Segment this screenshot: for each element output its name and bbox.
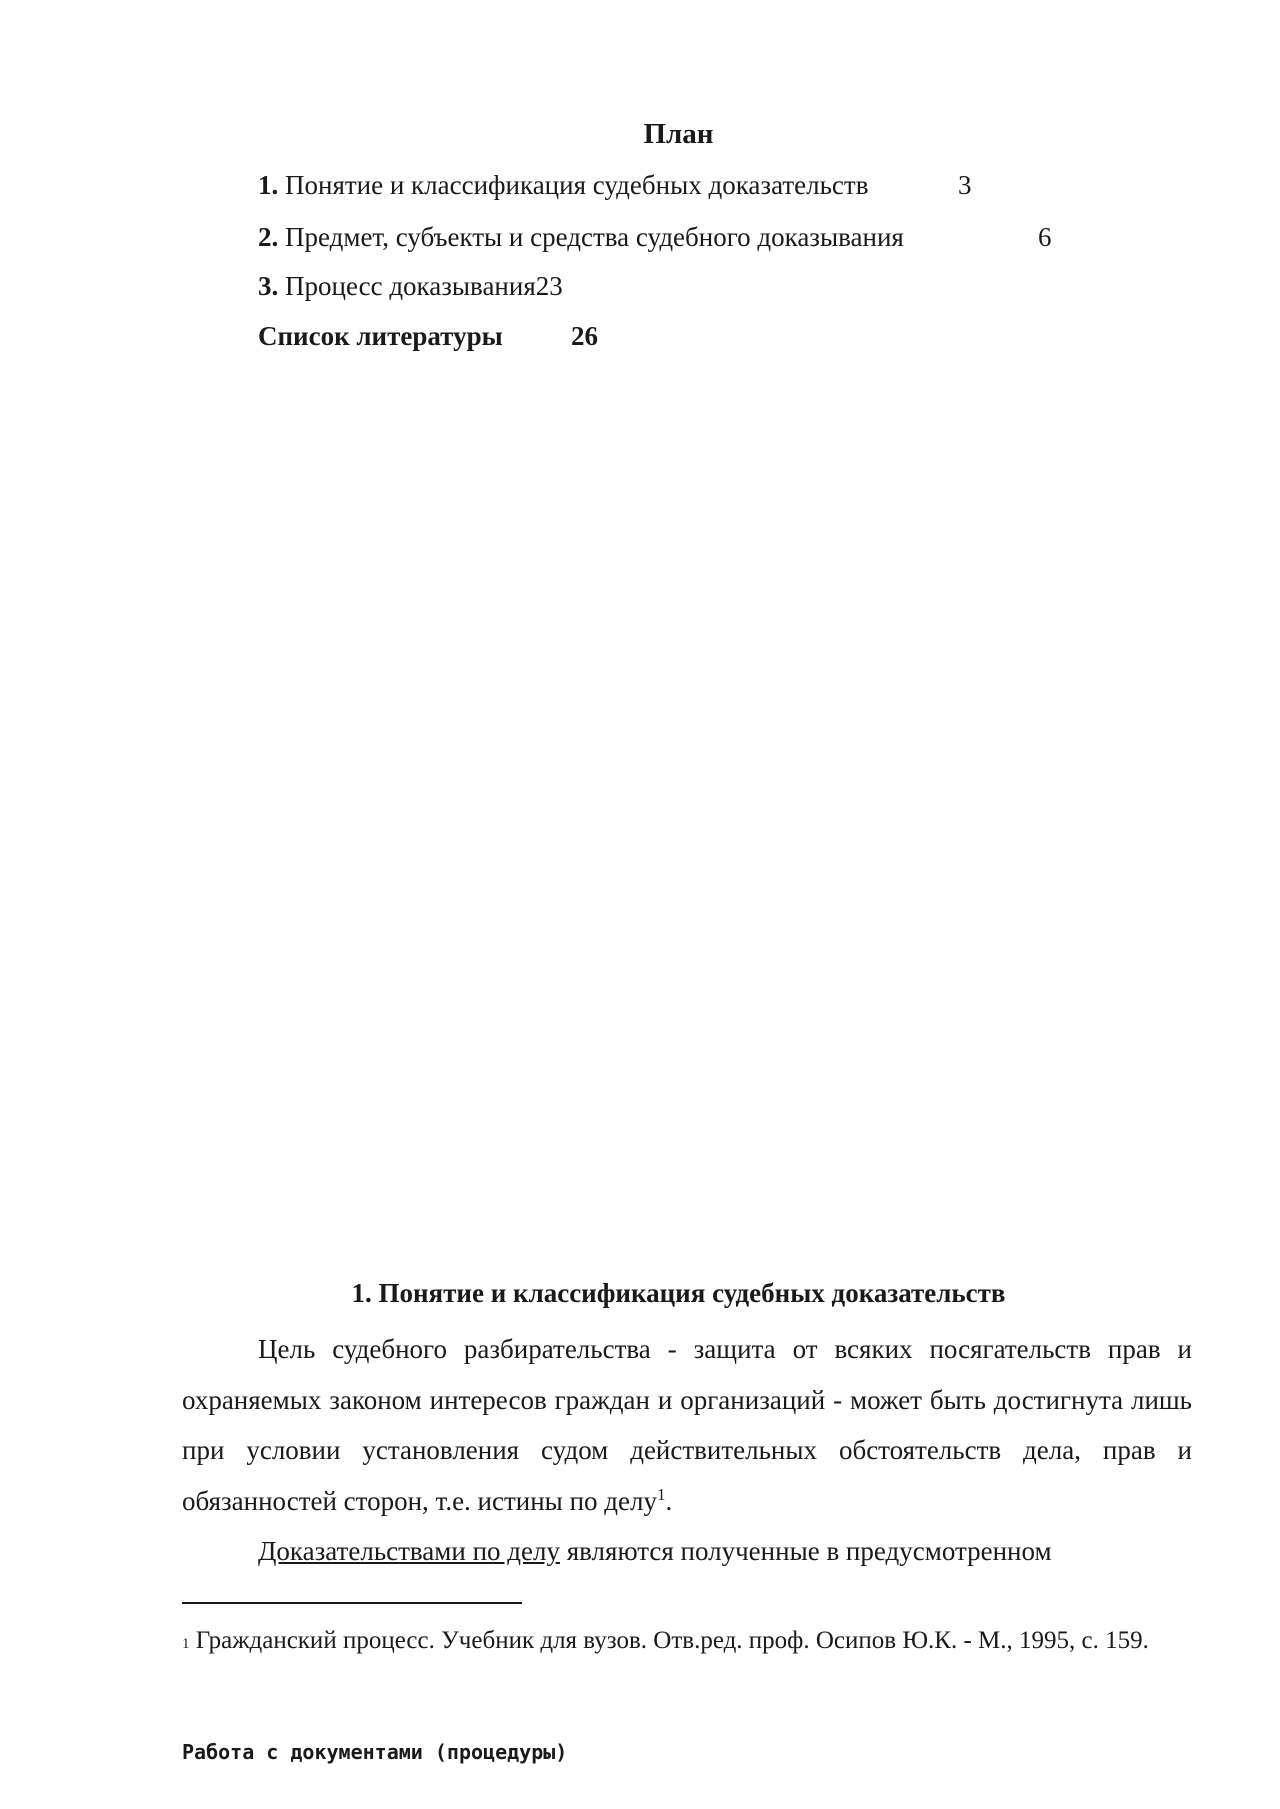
footnote [182, 1622, 1192, 1659]
toc-item-2 [258, 222, 1052, 253]
section-title: 1. Понятие и классификация судебных доказательств [351, 1278, 1006, 1308]
underlined-term: Доказательствами по делу [258, 1536, 560, 1566]
toc-item-bibliography [258, 321, 598, 352]
paragraph-2 [182, 1526, 1192, 1577]
toc-item-text: Процесс доказывания [285, 271, 536, 301]
toc-item-page: 6 [1038, 222, 1052, 252]
toc-item-page: 26 [571, 321, 598, 351]
footer-label: Работа с документами (процедуры) [182, 1740, 568, 1764]
paragraph-1-text: Цель судебного разбирательства - защита от всяких посягательств прав и охраняемых законом интересов граждан и организаций - может быть достигнута лишь при условии установления судом действительных обстоятельств дела, прав и обязанностей сторон, т.е. истины по делу [182, 1334, 1192, 1516]
toc-item-1 [258, 170, 972, 201]
toc-item-number: 3. [258, 271, 279, 301]
paragraph-1-end: . [665, 1485, 673, 1516]
footnote-marker: 1 [182, 1636, 190, 1652]
toc-item-page: 23 [535, 271, 563, 301]
footnote-text: Гражданский процесс. Учебник для вузов. Отв.ред. проф. Осипов Ю.К. - М., 1995, с. 159. [189, 1627, 1149, 1654]
plan-title: План [643, 118, 714, 150]
toc-item-text: Понятие и классификация судебных доказательств [285, 170, 869, 200]
footnote-separator [182, 1602, 522, 1604]
toc-item-text: Список литературы [258, 321, 503, 351]
body-text [182, 1324, 1192, 1577]
toc-item-number: 2. [258, 222, 279, 252]
toc-item-number: 1. [258, 170, 279, 200]
footnote-reference[interactable]: 1 [656, 1484, 666, 1504]
toc-item-text: Предмет, субъекты и средства судебного доказывания [285, 222, 904, 252]
paragraph-1 [182, 1324, 1192, 1526]
toc-item-page: 3 [958, 170, 972, 200]
paragraph-2-text: являются полученные в предусмотренном [559, 1536, 1052, 1566]
toc-item-3 [258, 271, 563, 302]
